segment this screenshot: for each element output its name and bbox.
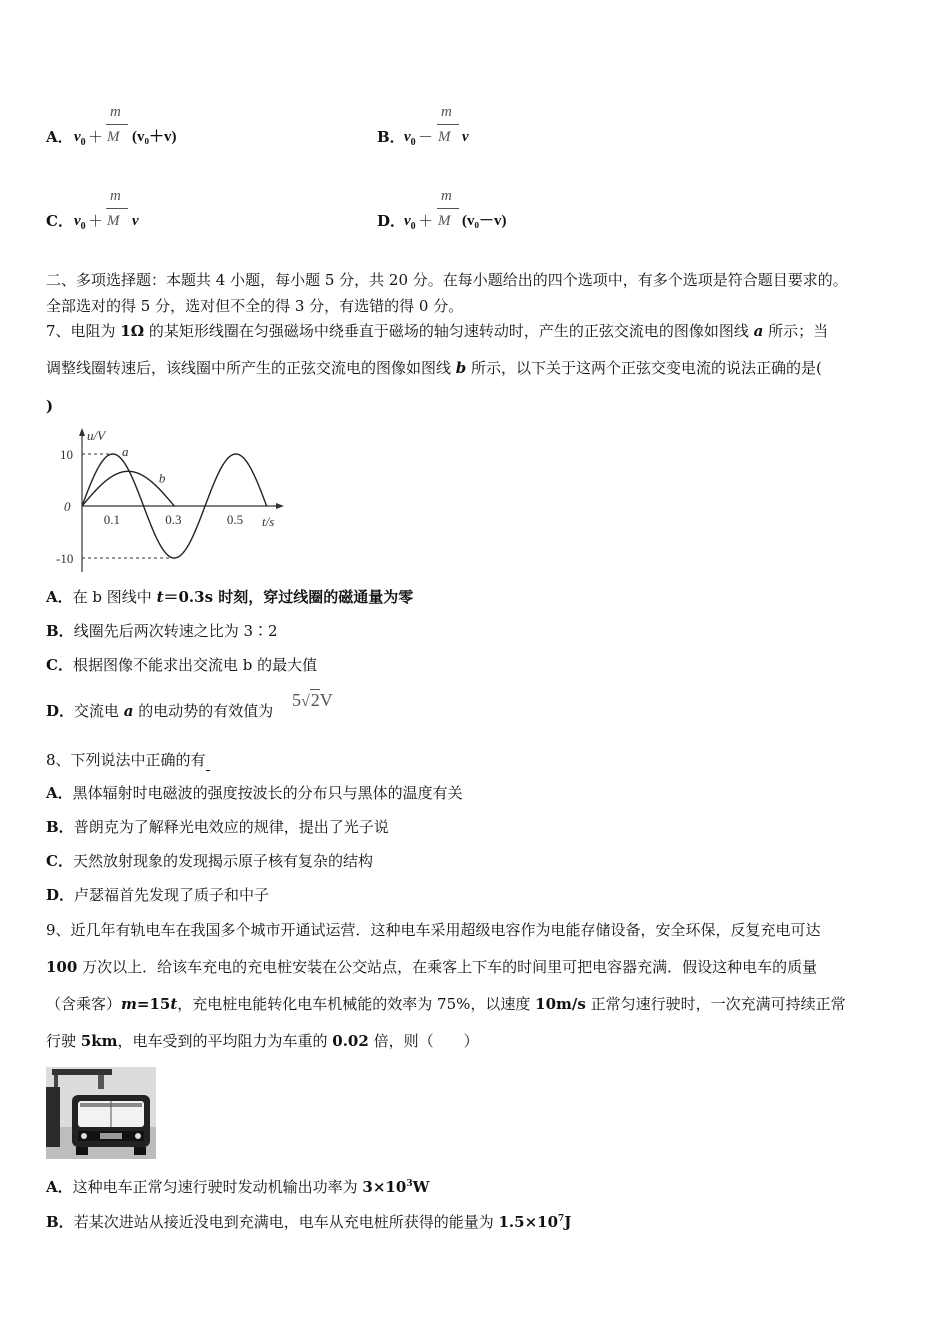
- q6-c-op: ＋: [88, 212, 104, 230]
- q9-stem-line4: 行驶 5km，电车受到的平均阻力为车重的 0.02 倍，则（ ）: [46, 1032, 479, 1050]
- series-a-label: a: [122, 444, 129, 459]
- q9-option-b: B．若某次进站从接近没电到充满电，电车从充电桩所获得的能量为 $1.5\times 10^7J$: [46, 1213, 572, 1231]
- q6-a-frac-num: m: [110, 104, 121, 120]
- q7-option-d: D．交流电 a 的电动势的有效值为: [46, 702, 274, 720]
- q6-a-op: ＋: [88, 128, 104, 146]
- q7-d-value: 5√2V: [292, 690, 333, 710]
- q9-stem-line3: （含乘客）m=15t，充电桩电能转化电车机械能的效率为 75%，以速度 10m/s 正常匀速行驶时，一次充满可持续正常: [46, 995, 846, 1013]
- q9-option-a: A．这种电车正常匀速行驶时发动机输出功率为 $3\times 10^3W$: [46, 1178, 430, 1196]
- y-tick-label-neg10: -10: [56, 551, 74, 566]
- q6-c-v0: $v_0$: [74, 213, 86, 232]
- q6-c-frac-num: m: [110, 188, 121, 204]
- q6-d-op: ＋: [418, 212, 434, 230]
- x-axis-label: t/s: [262, 514, 275, 529]
- q7-chart: [40, 424, 290, 574]
- y-axis-arrow: [79, 428, 85, 436]
- x-tick-label-2: 0.5: [226, 512, 244, 527]
- q7-option-a: A．在 b 图线中 t＝0.3s 时刻，穿过线圈的磁通量为零: [46, 588, 414, 606]
- tram-illustration: [46, 1067, 156, 1159]
- q7-stem-line2: 调整线圈转速后，该线圈中所产生的正弦交流电的图像如图线 b 所示，以下关于这两个正弦交变电流的说法正确的是(: [46, 359, 822, 377]
- q8-option-b: B．普朗克为了解释光电效应的规律，提出了光子说: [46, 818, 389, 836]
- x-tick-label-0: 0.1: [103, 512, 121, 527]
- q8-option-a: A．黑体辐射时电磁波的强度按波长的分布只与黑体的温度有关: [46, 784, 463, 802]
- x-tick-label-1: 0.3: [165, 512, 182, 527]
- q8-option-d: D．卢瑟福首先发现了质子和中子: [46, 886, 270, 904]
- y-axis-label: u/V: [87, 428, 106, 443]
- q9-stem-line1: 9、近几年有轨电车在我国多个城市开通试运营．这种电车采用超级电容作为电能存储设备，安全环保，反复充电可达: [46, 921, 821, 939]
- y-tick-label-10: 10: [60, 447, 73, 462]
- q6-b-label: B．: [377, 128, 405, 146]
- section2-line2: 全部选对的得 5 分，选对但不全的得 3 分，有选错的得 0 分。: [46, 297, 464, 315]
- q8-option-c: C．天然放射现象的发现揭示原子核有复杂的结构: [46, 852, 373, 870]
- q6-b-v0: $v_0$: [404, 129, 416, 148]
- q9-tram-photo: [46, 1067, 156, 1159]
- q6-d-tail: (v₀－v): [462, 213, 507, 229]
- q6-c-tail: v: [132, 213, 139, 229]
- origin-label: 0: [64, 499, 71, 514]
- q6-d-frac-num: m: [441, 188, 452, 204]
- q7-stem-line1: 7、电阻为 1Ω 的某矩形线圈在匀强磁场中绕垂直于磁场的轴匀速转动时，产生的正弦交流电的图像如图线 a 所示；当: [46, 322, 829, 340]
- section2-line1: 二、多项选择题：本题共 4 小题，每小题 5 分，共 20 分。在每小题给出的四个选项中，有多个选项是符合题目要求的。: [46, 271, 848, 289]
- q8-stem: 8、下列说法中正确的有: [46, 750, 210, 771]
- q7-option-b: B．线圈先后两次转速之比为 3∶2: [46, 622, 278, 640]
- q6-b-op: －: [418, 128, 434, 146]
- q6-c-frac-bar: [106, 208, 128, 209]
- q6-a-tail: (v₀＋v): [132, 129, 177, 145]
- q6-b-tail: v: [462, 129, 469, 145]
- q6-d-frac-den: M: [438, 213, 451, 229]
- x-axis-arrow: [276, 503, 284, 509]
- q6-d-v0: $v_0$: [404, 213, 416, 232]
- q6-a-frac-den: M: [107, 129, 120, 145]
- q7-option-c: C．根据图像不能求出交流电 b 的最大值: [46, 656, 318, 674]
- q6-d-frac-bar: [437, 208, 459, 209]
- series-b-label: b: [158, 470, 166, 486]
- q6-b-frac-den: M: [438, 129, 451, 145]
- q6-c-frac-den: M: [107, 213, 120, 229]
- q6-a-v0: $v_0$: [74, 129, 86, 148]
- q6-a-label: A．: [46, 128, 73, 146]
- q6-b-frac-num: m: [441, 104, 452, 120]
- q7-stem-line3: ): [46, 397, 54, 415]
- q9-stem-line2: 100 万次以上．给该车充电的充电桩安装在公交站点，在乘客上下车的时间里可把电容器充满．假设这种电车的质量: [46, 958, 818, 976]
- q6-b-frac-bar: [437, 124, 459, 125]
- q6-d-label: D．: [377, 212, 406, 230]
- q6-a-frac-bar: [106, 124, 128, 125]
- q6-c-label: C．: [46, 212, 73, 230]
